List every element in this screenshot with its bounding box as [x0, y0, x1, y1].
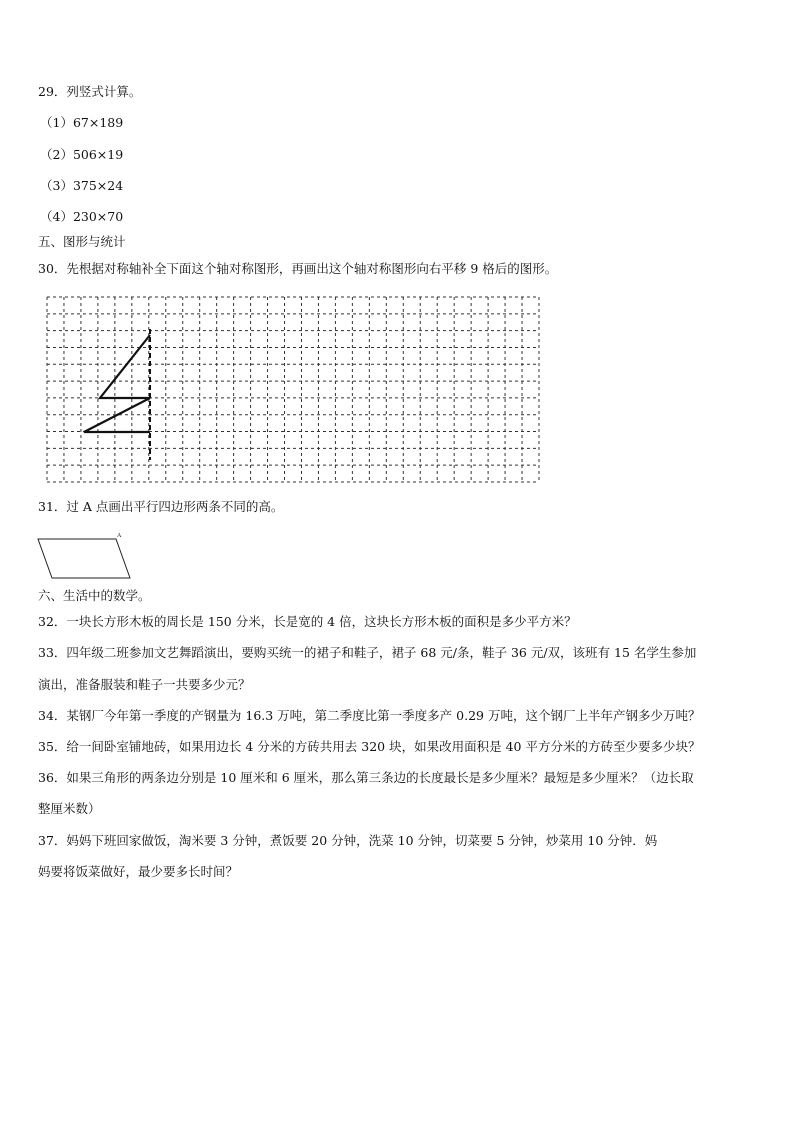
- half-figure: [84, 335, 150, 432]
- question-30-text: 30．先根据对称轴补全下面这个轴对称图形，再画出这个轴对称图形向右平移 9 格后的图形。: [38, 261, 558, 276]
- point-a-label: A: [117, 533, 122, 539]
- question-29-item-1: （1）67×189: [40, 115, 124, 130]
- question-36-line-1: 36．如果三角形的两条边分别是 10 厘米和 6 厘米，那么第三条边的长度最长是多少厘米？最短是多少厘米？（边长取: [38, 770, 694, 785]
- question-36-line-2: 整厘米数）: [38, 801, 101, 816]
- dashed-grid: [47, 297, 539, 482]
- question-33-line-1: 33．四年级二班参加文艺舞蹈演出，要购买统一的裙子和鞋子，裙子 68 元/条，鞋子 36 元/双，该班有 15 名学生参加: [38, 645, 697, 660]
- question-29-item-3: （3）375×24: [40, 178, 124, 193]
- grid-figure: [44, 294, 544, 486]
- question-33-line-2: 演出，准备服装和鞋子一共要多少元？: [38, 677, 251, 692]
- question-29-item-4: （4）230×70: [40, 209, 124, 224]
- section-5-heading: 五、图形与统计: [38, 234, 126, 249]
- question-35-text: 35．给一间卧室铺地砖，如果用边长 4 分米的方砖共用去 320 块，如果改用面积是 40 平方分米的方砖至少要多少块？: [38, 739, 701, 754]
- section-6-heading: 六、生活中的数学。: [38, 588, 151, 603]
- parallelogram-figure: [34, 529, 134, 585]
- parallelogram: [38, 539, 130, 578]
- question-31-text: 31．过 A 点画出平行四边形两条不同的高。: [38, 499, 284, 514]
- question-29-title: 29．列竖式计算。: [38, 84, 142, 99]
- question-32-text: 32．一块长方形木板的周长是 150 分米，长是宽的 4 倍，这块长方形木板的面积是多少平方米？: [38, 614, 577, 629]
- question-37-line-2: 妈要将饭菜做好，最少要多长时间？: [38, 864, 239, 879]
- question-34-text: 34．某钢厂今年第一季度的产钢量为 16.3 万吨，第二季度比第一季度多产 0.29 万吨，这个钢厂上半年产钢多少万吨？: [38, 708, 701, 723]
- question-37-line-1: 37．妈妈下班回家做饭，淘米要 3 分钟，煮饭要 20 分钟，洗菜 10 分钟，切菜要 5 分钟，炒菜用 10 分钟．妈: [38, 833, 658, 848]
- question-29-item-2: （2）506×19: [40, 147, 124, 162]
